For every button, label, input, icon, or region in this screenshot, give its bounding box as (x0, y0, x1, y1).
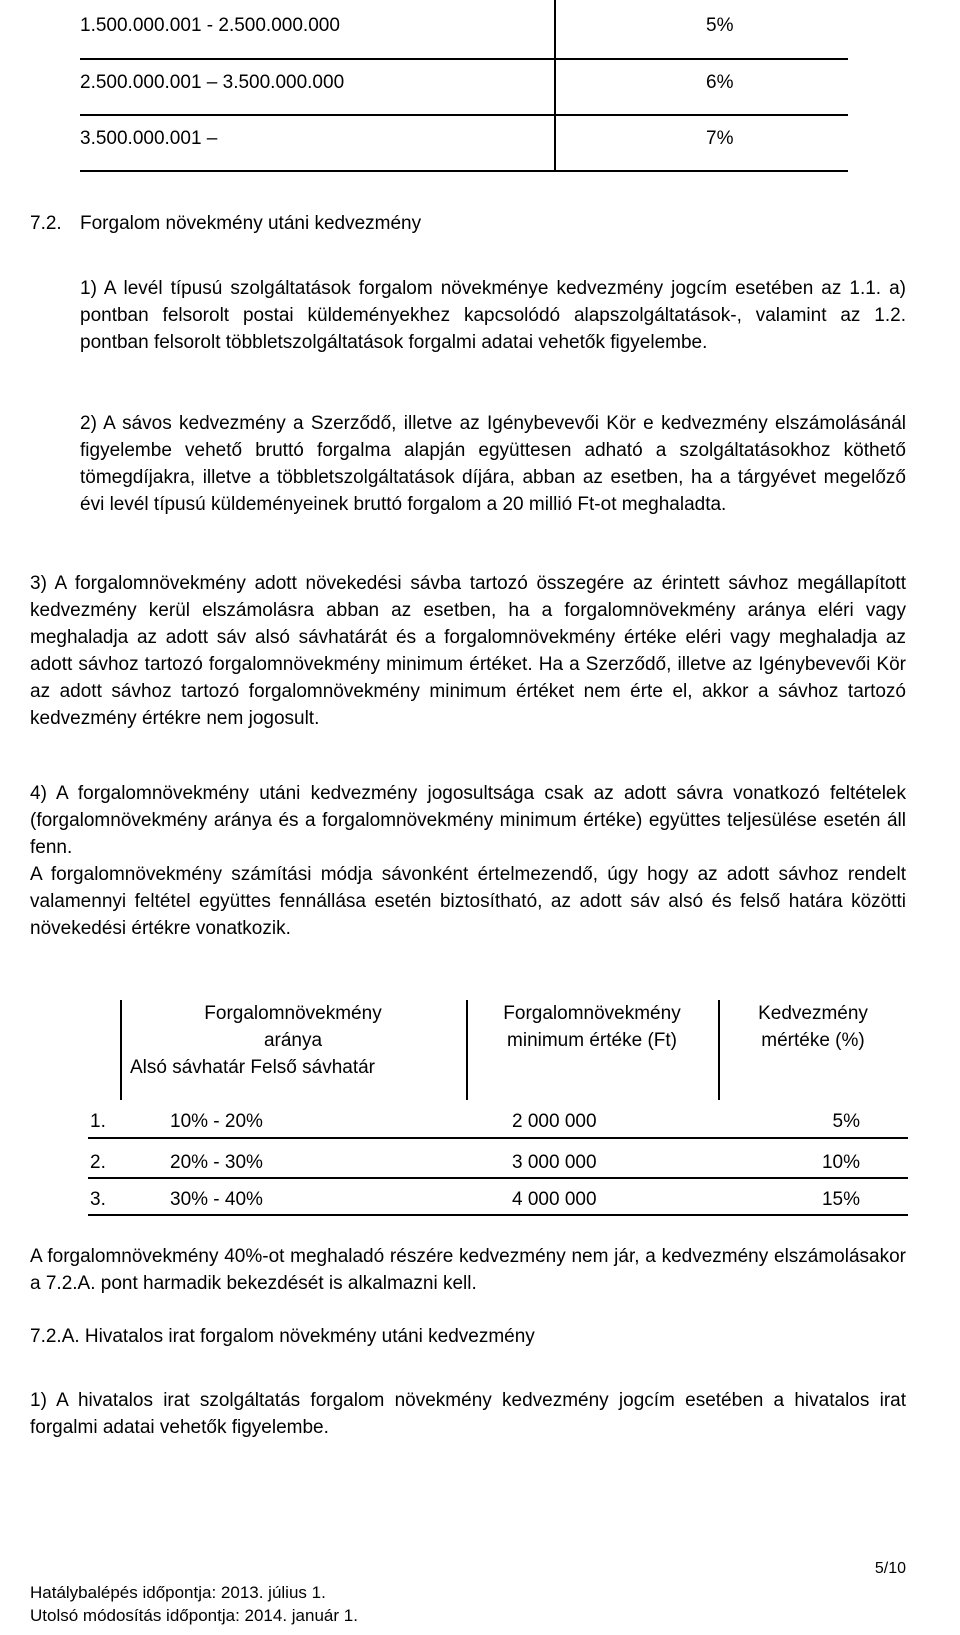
row-number: 2. (90, 1152, 106, 1173)
paragraph-3: 3) A forgalomnövekmény adott növekedési sávba tartozó összegére az érintett sávhoz megállapított kedvezmény kerül elszámolásra abban az esetben, ha a forgalomnövekmény aránya eléri vagy meghaladja az adott sáv alsó sávhatárát és a forgalomnövekmény értéke eléri vagy meghaladja az adott sávhoz tartozó forgalomnövekmény minimum értéket. Ha a Szerződő, illetve az Igénybevevői Kör az adott sávhoz tartozó forgalomnövekmény minimum értéket nem érte el, akkor a sávhoz tartozó kedvezmény értékre nem jogosult. (30, 573, 906, 729)
row-discount: 10% (821, 1152, 860, 1173)
paragraph-5: A forgalomnövekmény számítási módja sávonként értelmezendő, úgy hogy az adott sávhoz rendelt valamennyi feltétel együttes fennállása esetén biztosítható, az adott sáv alsó és felső határa közötti növekedési értékre vonatkozik. (30, 864, 906, 939)
band-range: 3.500.000.001 – (80, 128, 218, 149)
band-pct: 7% (706, 128, 734, 149)
section-title: Forgalom növekmény utáni kedvezmény (80, 213, 422, 234)
header-ratio-line2: aránya (263, 1030, 323, 1051)
row-number: 3. (90, 1189, 106, 1210)
paragraph-4: 4) A forgalomnövekmény utáni kedvezmény jogosultsága csak az adott sávra vonatkozó feltételek (forgalomnövekmény aránya és a forgalomnövekmény minimum értéke) együttes teljesülése esetén áll fenn. (30, 783, 906, 858)
band-range: 2.500.000.001 – 3.500.000.000 (80, 72, 345, 93)
row-discount: 15% (821, 1189, 860, 1210)
header-minimum-line2: minimum értéke (Ft) (507, 1030, 677, 1051)
row-minimum: 3 000 000 (512, 1152, 597, 1173)
header-ratio-line3: Alsó sávhatár Felső sávhatár (130, 1057, 376, 1078)
row-ratio: 20% - 30% (170, 1152, 263, 1173)
band-pct: 5% (706, 15, 734, 36)
header-ratio-line1: Forgalomnövekmény (204, 1003, 382, 1024)
header-minimum (466, 1000, 718, 1054)
footer-modified-date: Utolsó módosítás időpontja: 2014. január 1. (30, 1606, 358, 1625)
page-number: 5/10 (874, 1560, 906, 1577)
band-range: 1.500.000.001 - 2.500.000.000 (80, 15, 340, 36)
band-pct: 6% (706, 72, 734, 93)
section-72a-paragraph: 1) A hivatalos irat szolgáltatás forgalom növekmény kedvezmény jogcím esetében a hivatalos irat forgalmi adatai vehetők figyelembe. (30, 1390, 906, 1438)
after-table-paragraph: A forgalomnövekmény 40%-ot meghaladó részére kedvezmény nem jár, a kedvezmény elszámolásakor a 7.2.A. pont harmadik bekezdését is alkalmazni kell. (30, 1246, 906, 1294)
section-number: 7.2. (30, 213, 62, 234)
row-discount: 5% (832, 1111, 860, 1132)
row-ratio: 30% - 40% (170, 1189, 263, 1210)
section-72a-title: 7.2.A. Hivatalos irat forgalom növekmény utáni kedvezmény (30, 1326, 535, 1347)
row-minimum: 4 000 000 (512, 1189, 597, 1210)
paragraph-2: 2) A sávos kedvezmény a Szerződő, illetve az Igénybevevői Kör e kedvezmény elszámolásánál figyelembe vehető bruttó forgalma alapján együttesen adható a szolgáltatásokhoz köthető tömegdíjakra, illetve a többletszolgáltatások díjára, abban az esetben, ha a tárgyévet megelőző évi levél típusú küldeményeinek bruttó forgalom a 20 millió Ft-ot meghaladta. (80, 413, 906, 515)
header-discount (718, 1000, 908, 1054)
footer-effective-date: Hatálybalépés időpontja: 2013. július 1. (30, 1583, 326, 1602)
header-discount-line1: Kedvezmény (758, 1003, 868, 1024)
row-minimum: 2 000 000 (512, 1111, 597, 1132)
header-ratio (120, 1000, 466, 1081)
paragraph-1: 1) A levél típusú szolgáltatások forgalom növekménye kedvezmény jogcím esetében az 1.1. a) pontban felsorolt postai küldeményekhez kapcsolódó alapszolgáltatások-, valamint az 1.2. pontban felsorolt többletszolgáltatások forgalmi adatai vehetők figyelembe. (80, 278, 906, 353)
row-number: 1. (90, 1111, 106, 1132)
header-minimum-line1: Forgalomnövekmény (503, 1003, 681, 1024)
header-discount-line2: mértéke (%) (761, 1030, 865, 1051)
row-ratio: 10% - 20% (170, 1111, 263, 1132)
